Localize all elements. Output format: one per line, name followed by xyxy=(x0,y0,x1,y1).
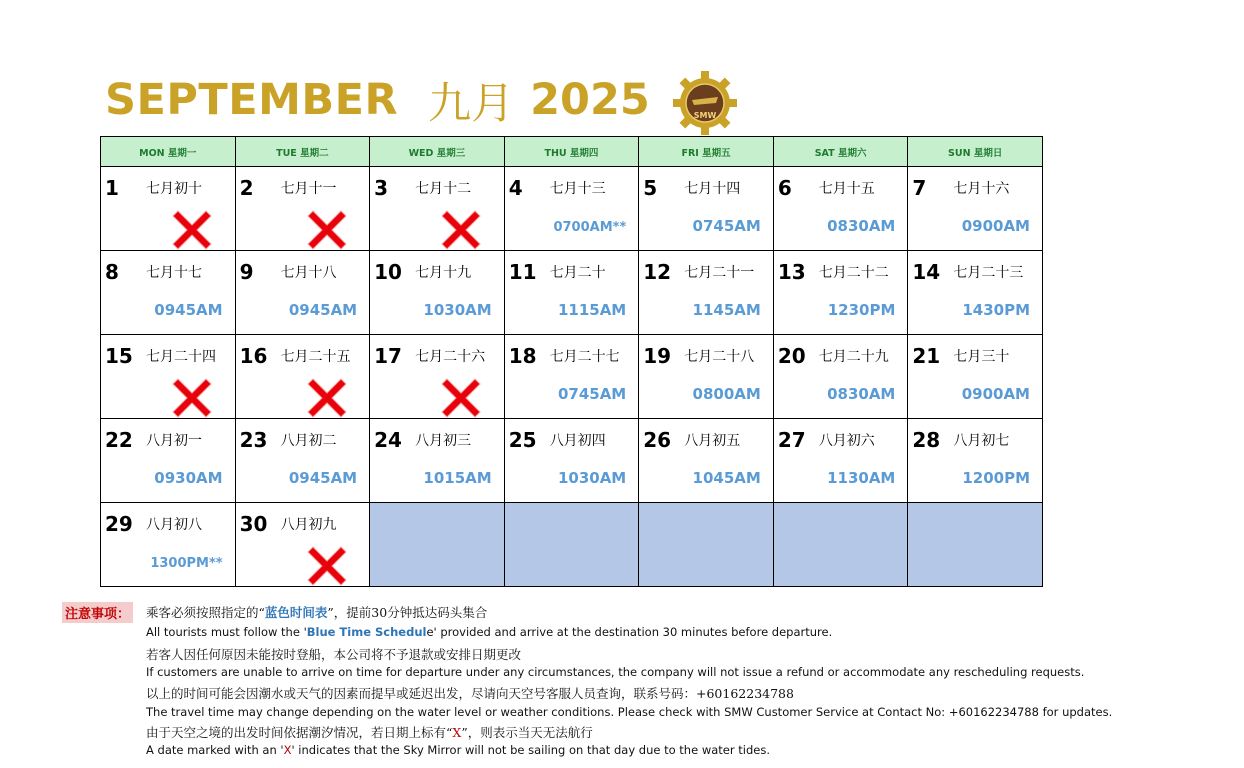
empty-day-cell xyxy=(504,503,639,587)
weekday-sun: SUN 星期日 xyxy=(908,137,1043,167)
day-number: 17 xyxy=(374,344,402,368)
cancelled-x-icon xyxy=(170,376,214,420)
weekday-wed: WED 星期三 xyxy=(370,137,505,167)
day-number: 19 xyxy=(643,344,672,368)
lunar-date: 七月二十七 xyxy=(549,349,620,365)
calendar-week-row xyxy=(101,335,1043,419)
calendar-week-row xyxy=(101,503,1043,587)
lunar-date: 七月二十五 xyxy=(280,349,351,365)
calendar-week-row xyxy=(101,419,1043,503)
lunar-date: 七月十六 xyxy=(953,181,1010,197)
notice-line-en-2: If customers are unable to arrive on time for departure under any circumstances, the company will not issue a refund or accommodate any rescheduling requests. xyxy=(146,665,1085,679)
empty-day-cell xyxy=(908,503,1043,587)
day-number: 13 xyxy=(777,260,806,284)
day-cell[interactable] xyxy=(504,335,639,419)
departure-time: 0745AM xyxy=(557,385,627,403)
day-number: 22 xyxy=(105,428,133,452)
lunar-date: 七月十四 xyxy=(684,181,741,197)
departure-time: 0800AM xyxy=(692,385,761,403)
smw-logo-icon xyxy=(672,70,738,136)
day-number: 26 xyxy=(643,428,672,452)
weekday-header-row xyxy=(101,137,1043,167)
lunar-date: 八月初八 xyxy=(146,517,202,533)
cancelled-x-icon xyxy=(305,376,349,420)
day-number: 12 xyxy=(643,260,672,284)
lunar-date: 八月初五 xyxy=(684,433,741,449)
day-number: 27 xyxy=(777,428,806,452)
departure-time: 1045AM xyxy=(692,469,761,487)
departure-time: 0700AM** xyxy=(553,220,627,235)
weekday-sat: SAT 星期六 xyxy=(773,137,908,167)
calendar-week-row xyxy=(101,167,1043,251)
day-cell[interactable] xyxy=(235,251,370,335)
lunar-date: 八月初六 xyxy=(818,433,875,449)
lunar-date: 八月初二 xyxy=(280,433,337,449)
cancelled-x-icon xyxy=(305,544,349,588)
day-cell[interactable] xyxy=(370,335,505,419)
day-cell[interactable] xyxy=(101,503,236,587)
day-cell[interactable] xyxy=(639,335,774,419)
title-month-cn: 九月 xyxy=(428,78,515,129)
day-cell[interactable] xyxy=(639,419,774,503)
day-cell[interactable] xyxy=(101,167,236,251)
departure-time: 1300PM** xyxy=(150,556,223,571)
empty-day-cell xyxy=(370,503,505,587)
day-number: 23 xyxy=(239,428,268,452)
weekday-tue: TUE 星期二 xyxy=(235,137,370,167)
notice-line-cn-2: 若客人因任何原因未能按时登船，本公司将不予退款或安排日期更改 xyxy=(146,647,522,662)
day-number: 4 xyxy=(508,176,523,200)
notice-line-en-1: All tourists must follow the 'Blue Time Schedule' provided and arrive at the destination 30 minutes before departure. xyxy=(146,625,833,639)
departure-time: 0945AM xyxy=(288,301,358,319)
title-month-en: SEPTEMBER xyxy=(105,75,399,125)
calendar-week-row xyxy=(101,251,1043,335)
notice-line-cn-3: 以上的时间可能会因潮水或天气的因素而提早或延迟出发，尽请向天空号客服人员查询，联系号码：+60162234788 xyxy=(146,686,794,701)
departure-time: 0945AM xyxy=(288,469,358,487)
notice-line-cn-1: 乘客必须按照指定的“蓝色时间表”，提前30分钟抵达码头集合 xyxy=(146,605,488,620)
lunar-date: 八月初九 xyxy=(280,517,337,533)
day-cell[interactable] xyxy=(370,419,505,503)
day-number: 7 xyxy=(912,176,927,200)
departure-time: 0945AM xyxy=(154,301,223,319)
lunar-date: 七月二十三 xyxy=(953,265,1024,281)
lunar-date: 七月三十 xyxy=(953,349,1010,365)
day-cell[interactable] xyxy=(504,167,639,251)
notice-line-cn-4: 由于天空之境的出发时间依据潮汐情况，若日期上标有“X”，则表示当天无法航行 xyxy=(146,725,593,740)
day-cell[interactable] xyxy=(639,251,774,335)
day-cell[interactable] xyxy=(908,251,1043,335)
day-number: 24 xyxy=(374,428,402,452)
lunar-date: 七月十五 xyxy=(818,181,875,197)
departure-time: 0900AM xyxy=(961,385,1030,403)
empty-day-cell xyxy=(639,503,774,587)
cancelled-x-icon xyxy=(305,208,349,252)
departure-time: 0930AM xyxy=(154,469,223,487)
day-number: 1 xyxy=(105,176,119,200)
day-number: 28 xyxy=(912,428,941,452)
departure-time: 1030AM xyxy=(557,469,627,487)
lunar-date: 七月二十九 xyxy=(818,349,889,365)
departure-time: 0900AM xyxy=(961,217,1030,235)
calendar-title xyxy=(105,72,650,128)
departure-time: 1030AM xyxy=(423,301,492,319)
weekday-mon: MON 星期一 xyxy=(101,137,236,167)
day-cell[interactable] xyxy=(773,419,908,503)
departure-time: 0830AM xyxy=(827,385,896,403)
day-cell[interactable] xyxy=(908,419,1043,503)
departure-time: 1130AM xyxy=(827,469,896,487)
title-year: 2025 xyxy=(530,75,650,125)
lunar-date: 八月初四 xyxy=(549,433,606,449)
day-number: 18 xyxy=(508,344,537,368)
day-cell[interactable] xyxy=(504,419,639,503)
day-cell[interactable] xyxy=(235,167,370,251)
lunar-date: 八月初三 xyxy=(415,433,472,449)
day-cell[interactable] xyxy=(773,335,908,419)
lunar-date: 七月二十四 xyxy=(146,349,216,365)
cancelled-x-icon xyxy=(170,208,214,252)
lunar-date: 七月二十二 xyxy=(818,265,889,281)
day-number: 5 xyxy=(643,176,658,200)
day-cell[interactable] xyxy=(370,251,505,335)
departure-time: 1430PM xyxy=(962,301,1030,319)
departure-time: 1200PM xyxy=(962,469,1030,487)
cancelled-x-icon xyxy=(439,376,483,420)
lunar-date: 七月初十 xyxy=(146,181,202,197)
day-number: 6 xyxy=(777,176,792,200)
day-cell[interactable] xyxy=(773,251,908,335)
calendar-grid xyxy=(100,136,1043,587)
lunar-date: 七月二十 xyxy=(549,265,606,281)
day-cell[interactable] xyxy=(235,419,370,503)
day-cell[interactable] xyxy=(773,167,908,251)
day-cell[interactable] xyxy=(370,167,505,251)
empty-day-cell xyxy=(773,503,908,587)
day-number: 3 xyxy=(374,176,389,200)
lunar-date: 八月初七 xyxy=(953,433,1010,449)
lunar-date: 七月十九 xyxy=(415,265,472,281)
day-number: 8 xyxy=(105,260,119,284)
weekday-fri: FRI 星期五 xyxy=(639,137,774,167)
lunar-date: 七月十七 xyxy=(146,265,202,281)
cancelled-x-icon xyxy=(439,208,483,252)
day-cell[interactable] xyxy=(908,335,1043,419)
day-cell[interactable] xyxy=(101,419,236,503)
day-cell[interactable] xyxy=(235,335,370,419)
day-cell[interactable] xyxy=(908,167,1043,251)
departure-time: 0830AM xyxy=(827,217,896,235)
departure-time: 1230PM xyxy=(827,301,896,319)
day-cell[interactable] xyxy=(235,503,370,587)
day-number: 14 xyxy=(912,260,941,284)
notice-line-en-4: A date marked with an 'X' indicates that the Sky Mirror will not be sailing on that day due to the water tides. xyxy=(146,743,770,757)
day-number: 15 xyxy=(105,344,133,368)
day-number: 30 xyxy=(239,512,268,536)
day-cell[interactable] xyxy=(639,167,774,251)
day-cell[interactable] xyxy=(101,335,236,419)
day-number: 2 xyxy=(239,176,254,200)
lunar-date: 七月十二 xyxy=(415,181,472,197)
day-cell[interactable] xyxy=(101,251,236,335)
day-number: 25 xyxy=(508,428,537,452)
day-number: 29 xyxy=(105,512,133,536)
departure-time: 1015AM xyxy=(423,469,492,487)
lunar-date: 七月二十八 xyxy=(684,349,755,365)
lunar-date: 七月十八 xyxy=(280,265,337,281)
lunar-date: 七月二十六 xyxy=(415,349,486,365)
day-number: 10 xyxy=(374,260,402,284)
departure-time: 1145AM xyxy=(692,301,761,319)
weekday-thu: THU 星期四 xyxy=(504,137,639,167)
logo-text: SMW xyxy=(693,111,717,120)
lunar-date: 七月十一 xyxy=(280,181,337,197)
departure-time: 1115AM xyxy=(557,301,627,319)
day-number: 16 xyxy=(239,344,268,368)
lunar-date: 八月初一 xyxy=(146,433,202,449)
day-number: 20 xyxy=(777,344,806,368)
day-number: 21 xyxy=(912,344,941,368)
departure-time: 0745AM xyxy=(692,217,761,235)
lunar-date: 七月二十一 xyxy=(684,265,755,281)
notice-label: 注意事项： xyxy=(62,602,133,623)
notice-line-en-3: The travel time may change depending on the water level or weather conditions. Please check with SMW Customer Service at Contact No: +60162234788 for updates. xyxy=(146,705,1113,719)
lunar-date: 七月十三 xyxy=(549,181,606,197)
day-number: 11 xyxy=(508,260,537,284)
day-cell[interactable] xyxy=(504,251,639,335)
day-number: 9 xyxy=(239,260,254,284)
